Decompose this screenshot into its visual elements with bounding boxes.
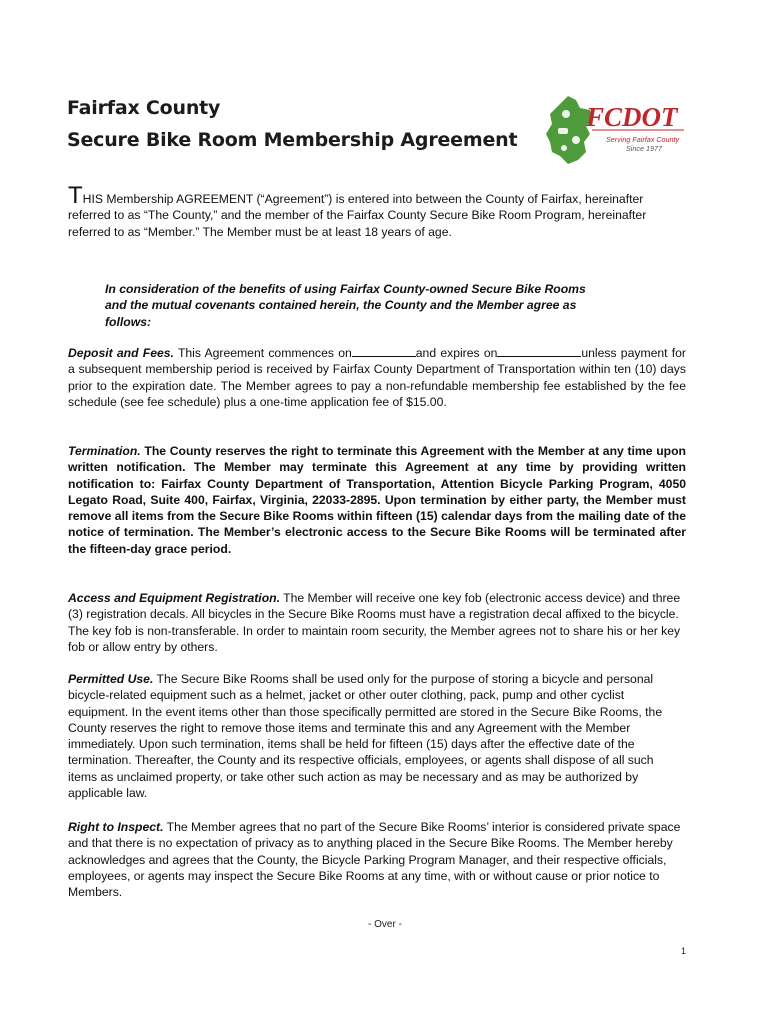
permitted-use-text: The Secure Bike Rooms shall be used only for the purpose of storing a bicycle and personal bicycle-related equipment such as a helmet, jacket or other outer clothing, pack, pump and other cyclist equipment. In the event items other than those specifically permitted are stored in the Secure Bike Rooms, the County reserves the right to remove those items and terminate this and any Agreement with the Member immediately. Upon such termination, items shall be held for fifteen (15) days after the effective date of the termination. Thereafter, the County and its respective officials, employees, or agents shall dispose of all such items as unclaimed property, or take other such action as may be necessary and as may be authorized by applicable law.	[68, 672, 663, 801]
permitted-use-heading: Permitted Use.	[68, 672, 154, 686]
expire-date-blank	[497, 345, 581, 357]
termination-heading: Termination.	[68, 444, 141, 458]
deposit-text-2: and expires on	[415, 346, 498, 360]
inspect-heading: Right to Inspect.	[68, 820, 164, 834]
intro-paragraph	[68, 182, 658, 240]
consideration-clause: In consideration of the benefits of using Fairfax County-owned Secure Bike Rooms and the mutual covenants contained herein, the County and the Member agree as follows:	[105, 282, 586, 329]
termination-text: The County reserves the right to terminate this Agreement with the Member at any time upon written notification. The Member may terminate this Agreement at any time by providing written notification to: Fairfax County Department of Transportation, Attention Bicycle Parking Program, 4050 Legato Road, Suite 400, Fairfax, Virginia, 22033-2895. Upon termination by either party, the Member must remove all items from the Secure Bike Rooms within fifteen (15) calendar days from the mailing date of the notice of termination. The Member’s electronic access to the Secure Bike Rooms will be terminated after the fifteen-day grace period.	[68, 444, 686, 556]
fcdot-tagline-2: Since 1977	[626, 144, 662, 153]
document-title-line1: Fairfax County	[67, 97, 221, 119]
deposit-heading: Deposit and Fees.	[68, 346, 174, 360]
deposit-text-3: unless payment for a subsequent membership period is received by Fairfax County Department of Transportation within ten (10) days prior to the expiration date. The Member agrees to pay a non-refundable membership fee established by the fee schedule (see fee schedule) plus a one-time application fee of $15.00.	[68, 346, 686, 409]
fcdot-logo-text: FCDOT	[586, 102, 678, 132]
intro-dropcap: T	[68, 182, 83, 209]
car-icon	[558, 128, 568, 134]
inspect-text: The Member agrees that no part of the Secure Bike Rooms’ interior is considered private space and that there is no expectation of privacy as to anything placed in the Secure Bike Rooms. The Member hereby acknowledges and agrees that the County, the Bicycle Parking Program Manager, and their respective officials, employees, or agents may inspect the Secure Bike Rooms at any time, with or without cause or prior notice to Members.	[68, 820, 681, 900]
walk-icon	[561, 145, 567, 151]
termination-section	[68, 443, 686, 557]
page-number: 1	[681, 946, 687, 956]
deposit-text-1: This Agreement commences on	[177, 346, 352, 360]
deposit-section	[68, 345, 686, 410]
access-text: The Member will receive one key fob (electronic access device) and three (3) registration decals. All bicycles in the Secure Bike Rooms must have a registration decal affixed to the bicycle. The key fob is non-transferable. In order to maintain room security, the Member agrees not to share his or her key fob or allow entry by others.	[68, 591, 681, 654]
fcdot-tagline-1: Serving Fairfax County	[606, 135, 680, 144]
fcdot-logo	[546, 94, 692, 166]
document-title-line2: Secure Bike Room Membership Agreement	[67, 129, 518, 151]
bus-icon	[562, 110, 570, 118]
commence-date-blank	[352, 345, 416, 357]
right-to-inspect-section	[68, 819, 686, 900]
permitted-use-section	[68, 671, 686, 801]
bike-icon	[572, 136, 580, 144]
intro-text: HIS Membership AGREEMENT (“Agreement”) is entered into between the County of Fairfax, hereinafter referred to as “The County,” and the member of the Fairfax County Secure Bike Room Program, hereinafter referred to as “Member.” The Member must be at least 18 years of age.	[68, 192, 647, 239]
access-section	[68, 590, 686, 655]
over-indicator: - Over -	[368, 919, 402, 930]
access-heading: Access and Equipment Registration.	[68, 591, 280, 605]
